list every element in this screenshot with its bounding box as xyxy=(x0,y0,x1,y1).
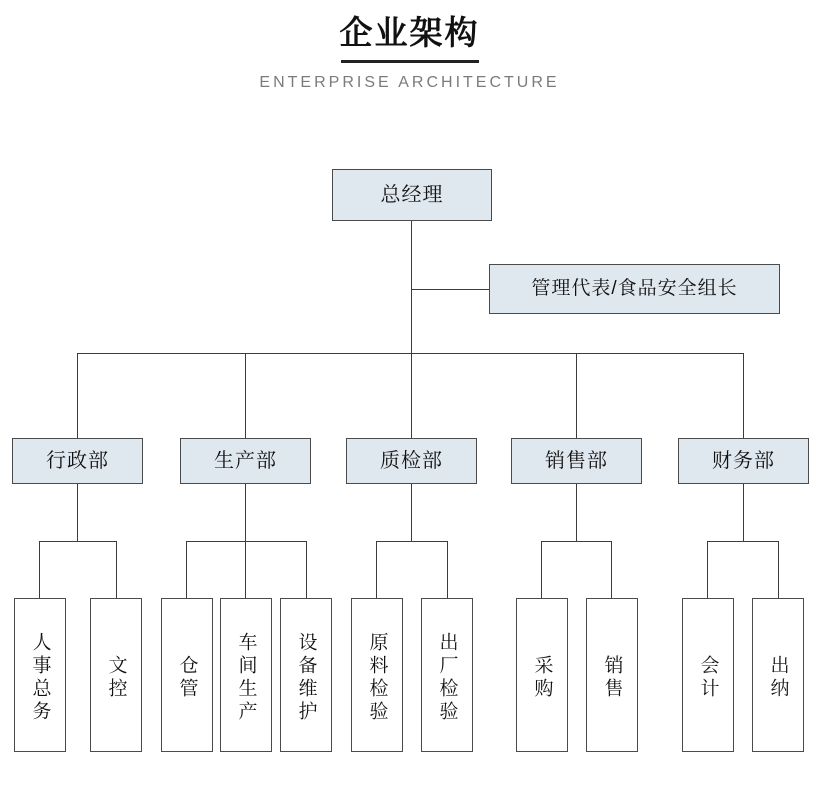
connector-production-bus xyxy=(186,541,306,542)
connector-department-bus xyxy=(77,353,743,354)
connector-finance-stem xyxy=(743,484,744,541)
connector-dept-sales xyxy=(576,353,577,438)
node-management-representative[interactable]: 管理代表/食品安全组长 xyxy=(489,264,780,314)
connector-admin-child-1 xyxy=(39,541,40,598)
node-leaf-purchasing[interactable]: 采购 xyxy=(516,598,568,752)
connector-staff xyxy=(411,289,489,290)
connector-production-child-1 xyxy=(186,541,187,598)
connector-finance-child-1 xyxy=(707,541,708,598)
node-leaf-raw-material-inspection[interactable]: 原料检验 xyxy=(351,598,403,752)
node-leaf-warehouse[interactable]: 仓管 xyxy=(161,598,213,752)
node-department-sales[interactable]: 销售部 xyxy=(511,438,642,484)
page-subtitle: ENTERPRISE ARCHITECTURE xyxy=(259,74,560,91)
node-department-quality[interactable]: 质检部 xyxy=(346,438,477,484)
node-leaf-workshop-production[interactable]: 车间生产 xyxy=(220,598,272,752)
connector-production-child-3 xyxy=(306,541,307,598)
node-leaf-accounting[interactable]: 会计 xyxy=(682,598,734,752)
connector-quality-stem xyxy=(411,484,412,541)
connector-production-child-2 xyxy=(245,541,246,598)
connector-sales-child-1 xyxy=(541,541,542,598)
connector-finance-child-2 xyxy=(778,541,779,598)
connector-dept-admin xyxy=(77,353,78,438)
node-department-finance[interactable]: 财务部 xyxy=(678,438,809,484)
connector-sales-child-2 xyxy=(611,541,612,598)
connector-sales-stem xyxy=(576,484,577,541)
connector-production-stem xyxy=(245,484,246,541)
connector-quality-bus xyxy=(376,541,447,542)
connector-root-trunk xyxy=(411,221,412,353)
node-department-admin[interactable]: 行政部 xyxy=(12,438,143,484)
connector-finance-bus xyxy=(707,541,778,542)
node-leaf-outgoing-inspection[interactable]: 出厂检验 xyxy=(421,598,473,752)
title-divider xyxy=(341,60,479,63)
connector-dept-production xyxy=(245,353,246,438)
connector-admin-stem xyxy=(77,484,78,541)
connector-quality-child-1 xyxy=(376,541,377,598)
node-leaf-hr-affairs[interactable]: 人事总务 xyxy=(14,598,66,752)
connector-dept-finance xyxy=(743,353,744,438)
node-leaf-equipment-maintenance[interactable]: 设备维护 xyxy=(280,598,332,752)
node-department-production[interactable]: 生产部 xyxy=(180,438,311,484)
connector-sales-bus xyxy=(541,541,611,542)
node-leaf-sales[interactable]: 销售 xyxy=(586,598,638,752)
node-leaf-cashier[interactable]: 出纳 xyxy=(752,598,804,752)
node-general-manager[interactable]: 总经理 xyxy=(332,169,492,221)
page-title: 企业架构 xyxy=(339,14,480,51)
chart-header xyxy=(0,12,819,93)
connector-admin-bus xyxy=(39,541,116,542)
connector-admin-child-2 xyxy=(116,541,117,598)
node-leaf-doc-control[interactable]: 文控 xyxy=(90,598,142,752)
connector-dept-quality xyxy=(411,353,412,438)
connector-quality-child-2 xyxy=(447,541,448,598)
